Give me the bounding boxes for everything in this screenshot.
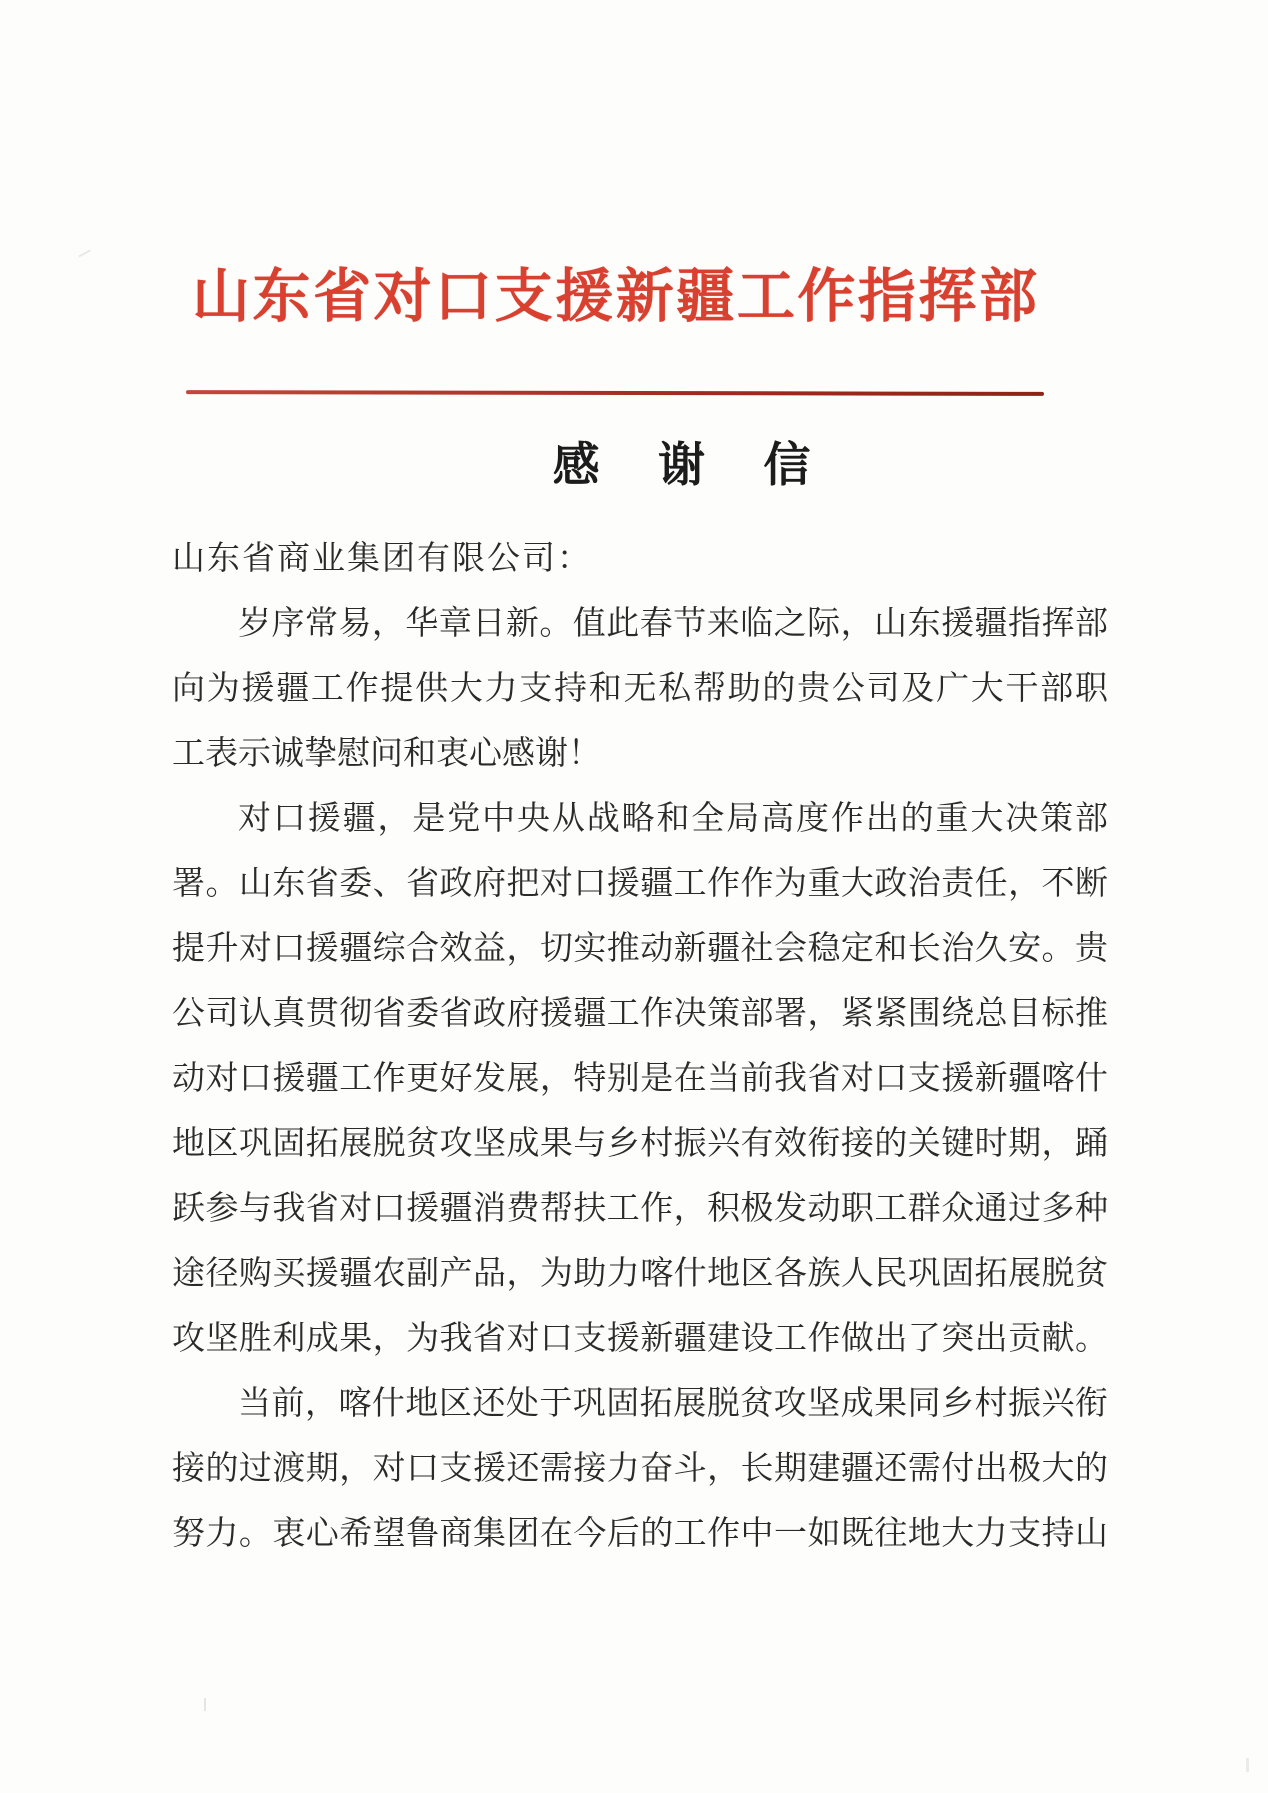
body-line: 提升对口援疆综合效益，切实推动新疆社会稳定和长治久安。贵 xyxy=(172,928,1108,967)
letter-title: 感 谢 信 xyxy=(552,438,812,493)
body-line: 努力。衷心希望鲁商集团在今后的工作中一如既往地大力支持山 xyxy=(172,1513,1108,1552)
body-line: 当前，喀什地区还处于巩固拓展脱贫攻坚成果同乡村振兴衔 xyxy=(238,1383,1108,1422)
scan-artifact xyxy=(204,1698,206,1711)
paragraph-container xyxy=(172,590,1108,1565)
scan-artifact xyxy=(74,242,91,258)
body-line: 动对口援疆工作更好发展，特别是在当前我省对口支援新疆喀什 xyxy=(172,1058,1108,1097)
body-line: 地区巩固拓展脱贫攻坚成果与乡村振兴有效衔接的关键时期，踊 xyxy=(172,1123,1108,1162)
body-line: 跃参与我省对口援疆消费帮扶工作，积极发动职工群众通过多种 xyxy=(172,1188,1108,1227)
letter-body xyxy=(172,525,1108,1565)
body-line: 向为援疆工作提供大力支持和无私帮助的贵公司及广大干部职 xyxy=(172,668,1108,707)
body-line: 攻坚胜利成果，为我省对口支援新疆建设工作做出了突出贡献。 xyxy=(172,1318,1108,1357)
body-line: 对口援疆，是党中央从战略和全局高度作出的重大决策部 xyxy=(238,798,1108,837)
letterhead-rule xyxy=(186,390,1044,396)
body-line: 途径购买援疆农副产品，为助力喀什地区各族人民巩固拓展脱贫 xyxy=(172,1253,1108,1292)
letterhead-org-name: 山东省对口支援新疆工作指挥部 xyxy=(192,262,1037,330)
scan-artifact xyxy=(1246,1758,1249,1772)
body-line: 接的过渡期，对口支援还需接力奋斗，长期建疆还需付出极大的 xyxy=(172,1448,1108,1487)
body-line: 岁序常易，华章日新。值此春节来临之际，山东援疆指挥部 xyxy=(238,603,1108,642)
salutation-line: 山东省商业集团有限公司： xyxy=(172,538,592,577)
body-line: 署。山东省委、省政府把对口援疆工作作为重大政治责任，不断 xyxy=(172,863,1108,902)
body-line: 公司认真贯彻省委省政府援疆工作决策部署，紧紧围绕总目标推 xyxy=(172,993,1108,1032)
body-line: 工表示诚挚慰问和衷心感谢！ xyxy=(172,733,601,772)
